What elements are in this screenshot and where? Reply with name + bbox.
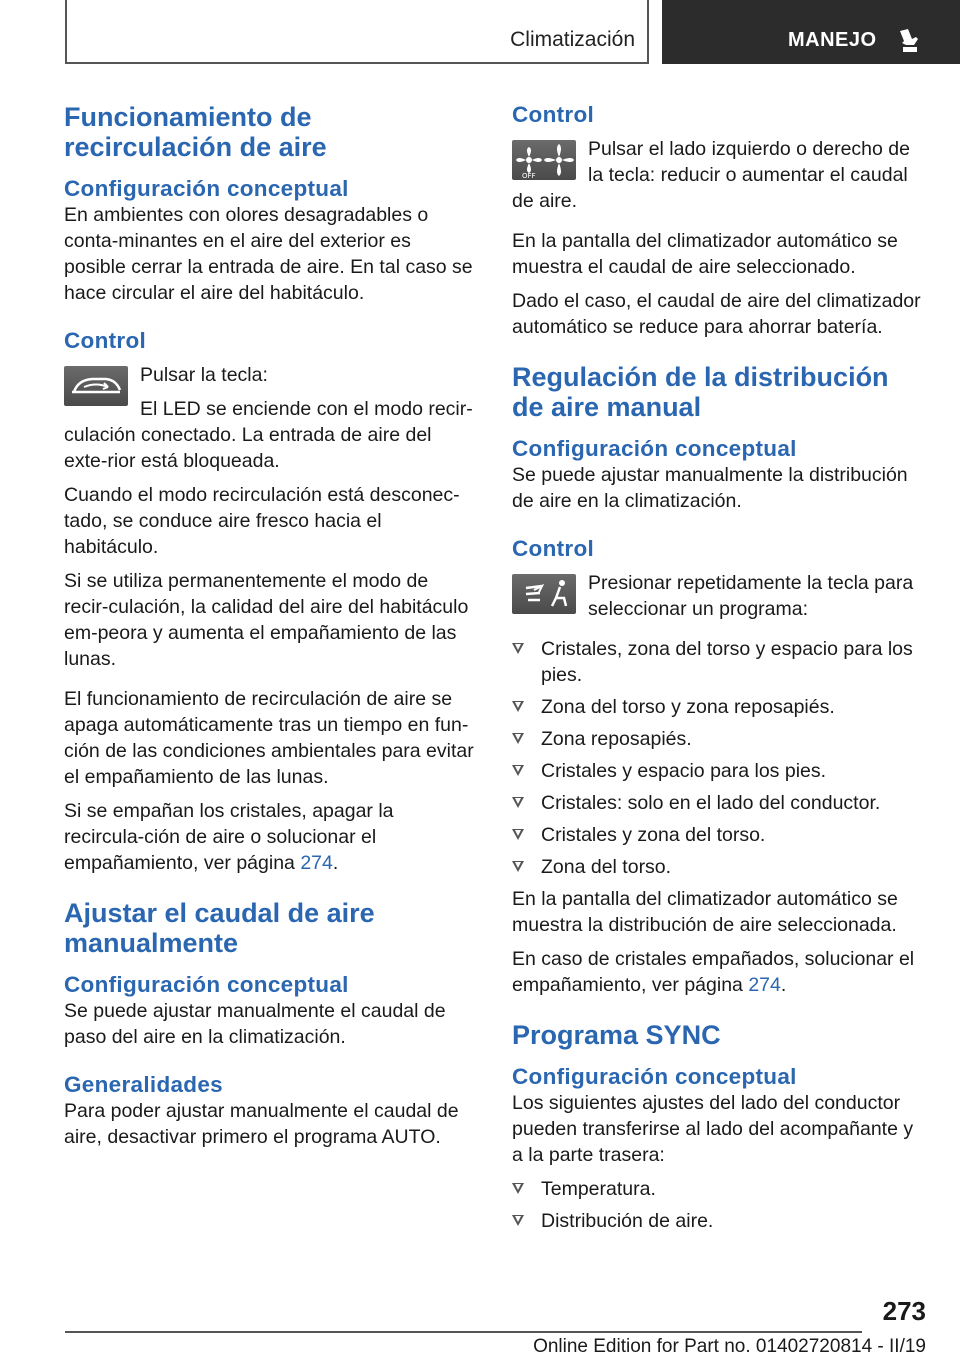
text-fog-2: En caso de cristales empañados, solucionar el empañamiento, ver página 274.	[512, 948, 915, 996]
program-list	[512, 636, 924, 880]
heading-control-2: Control	[512, 102, 595, 127]
triangle-bullet-icon	[512, 1215, 524, 1226]
page-link-274[interactable]: 274	[300, 852, 333, 874]
footer-edition: Online Edition for Part no. 01402720814 - II/19	[533, 1336, 926, 1357]
heading-distribution: Regulación de la distribución de aire manual	[512, 362, 889, 422]
heading-concept-4: Configuración conceptual	[512, 1064, 797, 1089]
section-title: Climatización	[510, 28, 635, 51]
triangle-bullet-icon	[512, 797, 524, 808]
list-item: Temperatura.	[512, 1176, 924, 1202]
hand-pointer-icon	[894, 25, 924, 55]
footer-divider	[65, 1331, 862, 1333]
svg-text:OFF: OFF	[522, 172, 536, 180]
list-item: Cristales: solo en el lado del conductor.	[512, 790, 924, 816]
text-led: El LED se enciende con el modo recir-culación conectado. La entrada de aire del exte-rior está bloqueada.	[64, 398, 473, 472]
page-number: 273	[882, 1296, 926, 1326]
heading-concept-1: Configuración conceptual	[64, 176, 349, 201]
text-concept-3: Se puede ajustar manualmente la distribución de aire en la climatización.	[512, 464, 908, 512]
heading-concept-2: Configuración conceptual	[64, 972, 349, 997]
list-item: Zona del torso y zona reposapiés.	[512, 694, 924, 720]
text-general: Para poder ajustar manualmente el caudal de aire, desactivar primero el programa AUTO.	[64, 1100, 459, 1148]
triangle-bullet-icon	[512, 861, 524, 872]
text-concept-1: En ambientes con olores desagradables o conta-minantes en el aire del exterior es posible cerrar la entrada de aire. En tal caso se hace circular el aire del habitáculo.	[64, 204, 473, 304]
triangle-bullet-icon	[512, 1183, 524, 1194]
text-battery: Dado el caso, el caudal de aire del climatizador automático se reduce para ahorrar batería.	[512, 290, 921, 338]
chapter-tab-label: MANEJO	[788, 29, 877, 51]
heading-recirculation: Funcionamiento de recirculación de aire	[64, 102, 327, 162]
text-concept-2: Se puede ajustar manualmente el caudal de paso del aire en la climatización.	[64, 1000, 446, 1048]
triangle-bullet-icon	[512, 733, 524, 744]
distribution-button-image	[512, 574, 576, 614]
triangle-bullet-icon	[512, 765, 524, 776]
page-link-274-b[interactable]: 274	[748, 974, 781, 996]
text-fog: Si se empañan los cristales, apagar la recircula-ción de aire o solucionar el empañamiento, ver página 274.	[64, 800, 394, 874]
list-item: Distribución de aire.	[512, 1208, 924, 1234]
heading-control-1: Control	[64, 328, 147, 353]
chapter-tab[interactable]	[662, 0, 960, 64]
text-sync: Los siguientes ajustes del lado del conductor pueden transferirse al lado del acompañante y a la parte trasera:	[512, 1092, 914, 1166]
recirculation-car-icon	[64, 366, 128, 406]
heading-control-3: Control	[512, 536, 595, 561]
triangle-bullet-icon	[512, 701, 524, 712]
text-fan-control: Pulsar el lado izquierdo o derecho de la tecla: reducir o aumentar el caudal de aire.	[512, 138, 910, 212]
list-item: Cristales, zona del torso y espacio para los pies.	[512, 636, 924, 688]
list-item: Cristales y zona del torso.	[512, 822, 924, 848]
text-display-flow: En la pantalla del climatizador automático se muestra el caudal de aire seleccionado.	[512, 230, 898, 278]
heading-general: Generalidades	[64, 1072, 223, 1097]
fan-icon	[512, 140, 576, 180]
triangle-bullet-icon	[512, 829, 524, 840]
list-item: Zona reposapiés.	[512, 726, 924, 752]
left-column	[64, 102, 476, 1150]
text-recirc-off: Cuando el modo recirculación está desconec-tado, se conduce aire fresco hacia el habitáculo.	[64, 484, 460, 558]
list-item: Cristales y espacio para los pies.	[512, 758, 924, 784]
right-column	[512, 102, 924, 1240]
text-recirc-permanent: Si se utiliza permanentemente el modo de recir-culación, la calidad del aire del habitáculo em-peora y aumenta el empañamiento de las lunas.	[64, 570, 469, 670]
text-auto-off: El funcionamiento de recirculación de aire se apaga automáticamente tras un tiempo en fun-ción de las condiciones ambientales para evitar el empañamiento de las lunas.	[64, 688, 474, 788]
text-press-key: Pulsar la tecla:	[140, 364, 268, 386]
text-press-repeat: Presionar repetidamente la tecla para seleccionar un programa:	[588, 572, 914, 620]
fan-button-image	[512, 140, 576, 180]
recirculation-button-image	[64, 366, 128, 406]
sync-list	[512, 1176, 924, 1234]
text-display-dist: En la pantalla del climatizador automático se muestra la distribución de aire seleccionada.	[512, 888, 898, 936]
heading-concept-3: Configuración conceptual	[512, 436, 797, 461]
heading-air-flow: Ajustar el caudal de aire manualmente	[64, 898, 375, 958]
seat-airflow-icon	[512, 574, 576, 614]
triangle-bullet-icon	[512, 643, 524, 654]
list-item: Zona del torso.	[512, 854, 924, 880]
heading-sync: Programa SYNC	[512, 1020, 721, 1050]
